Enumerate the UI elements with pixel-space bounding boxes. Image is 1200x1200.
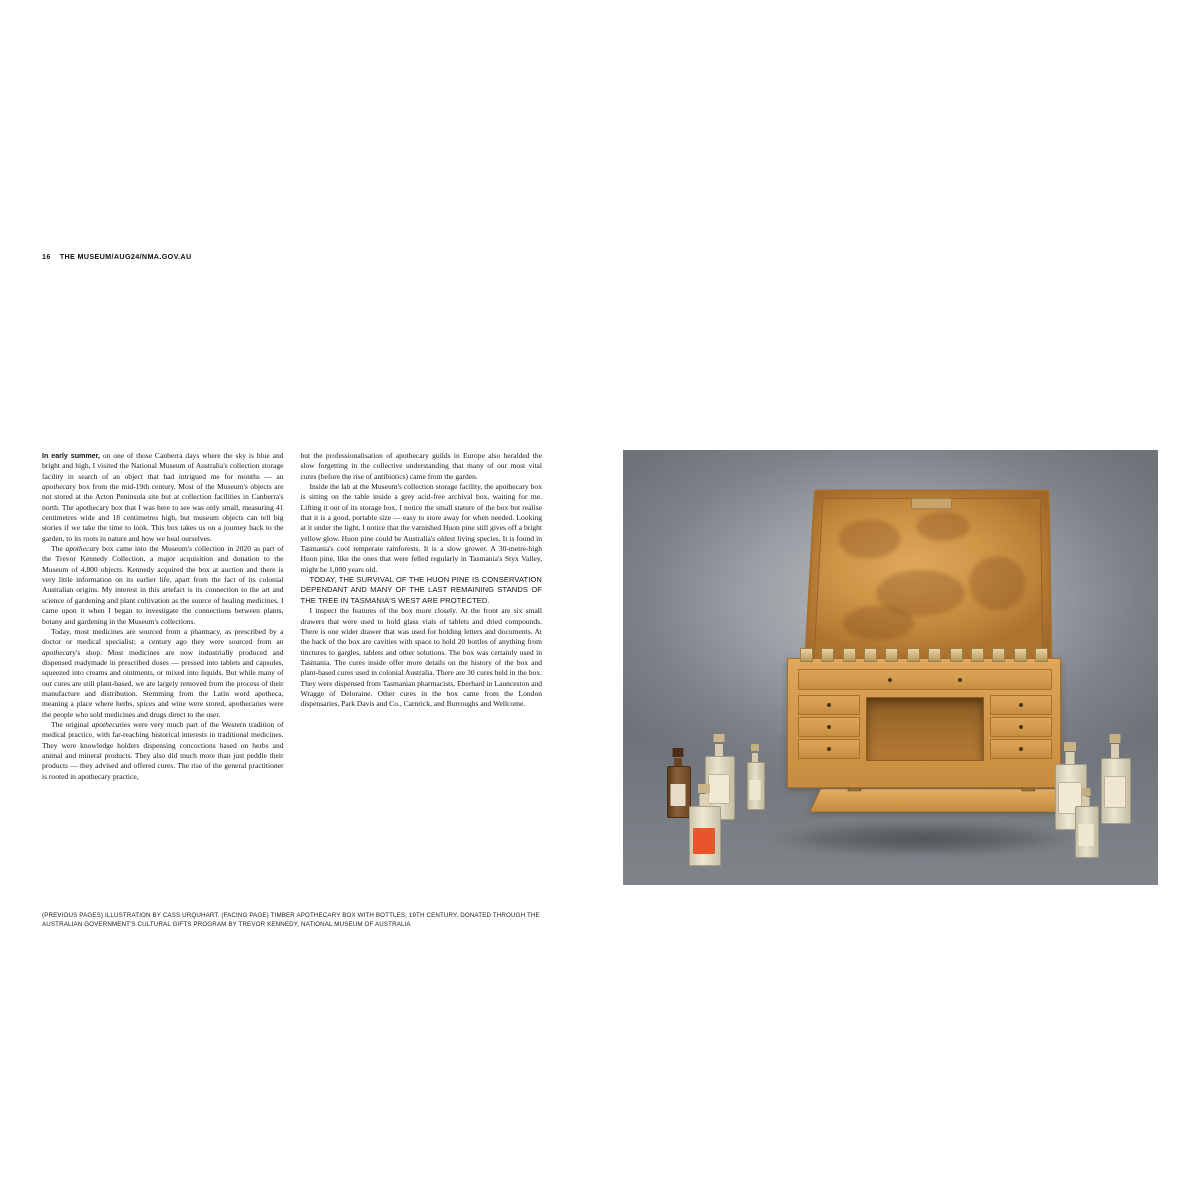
glass-vial bbox=[928, 648, 941, 662]
bottle-label bbox=[671, 784, 686, 806]
latin-term: apotheca bbox=[42, 482, 70, 492]
bottle-label bbox=[1104, 776, 1126, 808]
bottle-cap bbox=[673, 748, 684, 757]
small-drawer[interactable] bbox=[798, 717, 860, 737]
text-column-two bbox=[301, 451, 543, 782]
glass-vial bbox=[885, 648, 898, 662]
figure-caption: (PREVIOUS PAGES) ILLUSTRATION BY CASS URQUHART. (FACING PAGE) TIMBER APOTHECARY BOX WITH BOTTLES, 19TH CENTURY, DONATED THROUGH THE AUSTRALIAN GOVERNMENT'S CULTURAL GIFTS PROGRAM BY TREVOR KENNEDY, NATIONAL MUSEUM OF AUSTRALIA bbox=[42, 912, 540, 928]
apothecary-bottle bbox=[1075, 792, 1097, 858]
apothecary-box bbox=[787, 486, 1059, 836]
paragraph: The apothecary box came into the Museum's collection in 2020 as part of the Trevor Kennedy Collection, a major acquisition and donation to the Museum of 4,800 objects. Kennedy acquired the box at auction and there is very little information on its earlier life, apart from the fact of its colonial Australian origins. My interest in this artefact is its connection to the art and science of gardening and plant cultivation as the source of healing medicines. I came upon it when I began to investigate the connections between plants, botany and gardening in the Museum's collections. bbox=[42, 544, 284, 626]
drawer-knob[interactable] bbox=[827, 747, 831, 751]
folio-number: 16 bbox=[42, 252, 51, 261]
bottle-label-poison bbox=[693, 828, 715, 854]
running-head-text: THE MUSEUM/AUG24/NMA.GOV.AU bbox=[59, 252, 192, 261]
lid-stain bbox=[969, 556, 1026, 610]
running-head bbox=[42, 252, 192, 261]
lid-stain bbox=[838, 520, 901, 559]
fall-front-panel[interactable] bbox=[809, 789, 1072, 812]
small-drawer[interactable] bbox=[798, 695, 860, 715]
document-drawer[interactable] bbox=[798, 669, 1052, 690]
latin-term: apotheca bbox=[91, 719, 120, 729]
paragraph: but the professionalisation of apothecary guilds in Europe also heralded the slow forgetting in the collective understanding that many of our most vital cures (before the rise of antibiotics) came from the garden. bbox=[300, 451, 542, 481]
bottle-label bbox=[750, 780, 761, 800]
paragraph: Inside the lab at the Museum's collection storage facility, the apothecary box is sitting on the table inside a grey acid-free archival box, waiting for me. Lifting it out of its storage box, I notice the small stature of the box but realise that it is a good, portable size — easy to store away for when needed. Looking at it under the light, I notice that the varnished Huon pine still gives off a bright yellow glow. Huon pine could be Australia's oldest living species. It is found in Tasmania's cool temperate rainforests. It is a slow grower. A 30-metre-high Huon pine, like the ones that were felled regularly in Tasmania's Styx Valley, might be 1,000 years old. bbox=[300, 482, 542, 574]
bottle-label bbox=[1079, 824, 1094, 846]
bottle-cap bbox=[1064, 742, 1076, 751]
apothecary-bottle bbox=[1101, 738, 1129, 824]
paragraph-opening bbox=[42, 451, 284, 544]
box-lid bbox=[804, 490, 1053, 670]
apothecary-bottle bbox=[689, 788, 719, 866]
drawer-knob[interactable] bbox=[888, 678, 892, 682]
glass-vial bbox=[907, 648, 920, 662]
lid-stain bbox=[916, 512, 970, 541]
apothecary-box-photo bbox=[623, 450, 1158, 885]
glass-vial bbox=[864, 648, 877, 662]
lead-in-text: In early summer, bbox=[42, 452, 100, 460]
paragraph: Today, most medicines are sourced from a pharmacy, as prescribed by a doctor or medical specialist; a century ago they were sourced from an apothecary's shop. Most medicines are now industrially produced and dispensed readymade in prescribed doses — pressed into tablets and capsules, squeezed into creams and ointments, or mixed into liquids. But while many of our cures are still plant-based, we are largely removed from the process of their manufacture and distribution. Stemming from the Latin word apotheca, meaning a place where herbs, spices and wine were stored, apothecaries were the people who sold medicines and drugs direct to the user. bbox=[42, 626, 284, 719]
drawer-knob[interactable] bbox=[1019, 725, 1023, 729]
article-body bbox=[42, 451, 542, 782]
text-column-one bbox=[42, 451, 284, 782]
open-compartment bbox=[866, 697, 984, 761]
latin-term: apotheca bbox=[65, 544, 94, 554]
brass-hinge bbox=[1021, 788, 1035, 791]
pull-quote: TODAY, THE SURVIVAL OF THE HUON PINE IS CONSERVATION DEPENDANT AND MANY OF THE LAST REMAINING STANDS OF THE TREE IN TASMANIA'S WEST ARE PROTECTED. bbox=[300, 575, 542, 605]
glass-vial bbox=[971, 648, 984, 662]
paragraph: I inspect the features of the box more closely. At the front are six small drawers that were used to hold glass vials of tablets and dried compounds. There is one wider drawer that was used for holding letters and documents. At the back of the box are cavities with space to hold 20 bottles of anything from tinctures to gargles, tablets and other solutions. The box was certainly used in Tasmania. The cures inside offer more details on the history of the box and plant-based cures used in colonial Australia. There are 30 cures held in the box. They were dispensed from Tasmanian pharmacists, Eberhard in Launceston and Wragge of Deloraine. Other cures in the box came from the London dispensaries, Park Davis and Co., Carnrick, and Burroughs and Wellcome. bbox=[300, 606, 542, 709]
bottle-cap bbox=[751, 744, 759, 751]
bottle-cap bbox=[714, 734, 725, 742]
drawer-knob[interactable] bbox=[958, 678, 962, 682]
glass-vial bbox=[1035, 648, 1048, 662]
small-drawer[interactable] bbox=[990, 717, 1052, 737]
apothecary-bottle bbox=[747, 748, 763, 810]
vial-row bbox=[800, 650, 1048, 662]
paragraph: The original apothecaries were very much part of the Western tradition of medical practice, with far-reaching historical interests in traditional medicines. They were knowledge holders dispensing concoctions based on herbs and animal and mineral products. They also did much more than just peddle their products — they advised and offered cures. The rise of the general practitioner is rooted in apothecary practice, bbox=[42, 719, 284, 781]
box-lid-interior bbox=[813, 498, 1043, 660]
glass-vial bbox=[800, 648, 813, 662]
bottle-cap bbox=[1110, 734, 1121, 743]
bottle-cap bbox=[1082, 788, 1091, 796]
lid-stain bbox=[842, 606, 914, 641]
small-drawer[interactable] bbox=[798, 739, 860, 759]
small-drawer[interactable] bbox=[990, 739, 1052, 759]
drawer-knob[interactable] bbox=[827, 725, 831, 729]
small-drawer[interactable] bbox=[990, 695, 1052, 715]
brass-hinge bbox=[847, 788, 862, 791]
box-carcass bbox=[787, 658, 1061, 788]
glass-vial bbox=[1014, 648, 1027, 662]
bottle-cap bbox=[698, 784, 710, 793]
drawer-knob[interactable] bbox=[827, 703, 831, 707]
paragraph-opening-body: on one of those Canberra days where the sky is blue and bright and high, I visited the National Museum of Australia's collection storage facility in search of an object that had intrigued me for months — an apothecary box from the mid-19th century. Most of the Museum's objects are not stored at the Acton Peninsula site but at collection facilities in Canberra's north. The apothecary box that I was here to see was only small, measuring 41 centimetres wide and 18 centimetres high, but museum objects can tell big stories if we take the time to look. This box takes us on a journey back to the garden, to its roots in nature and how we heal ourselves. bbox=[42, 451, 284, 543]
drawer-knob[interactable] bbox=[1019, 703, 1023, 707]
apothecary-bottle bbox=[667, 752, 689, 818]
glass-vial bbox=[992, 648, 1005, 662]
glass-vial bbox=[843, 648, 856, 662]
drawer-knob[interactable] bbox=[1019, 747, 1023, 751]
glass-vial bbox=[950, 648, 963, 662]
lid-label-plate bbox=[911, 498, 952, 509]
latin-term: apotheca bbox=[42, 647, 70, 657]
glass-vial bbox=[821, 648, 834, 662]
